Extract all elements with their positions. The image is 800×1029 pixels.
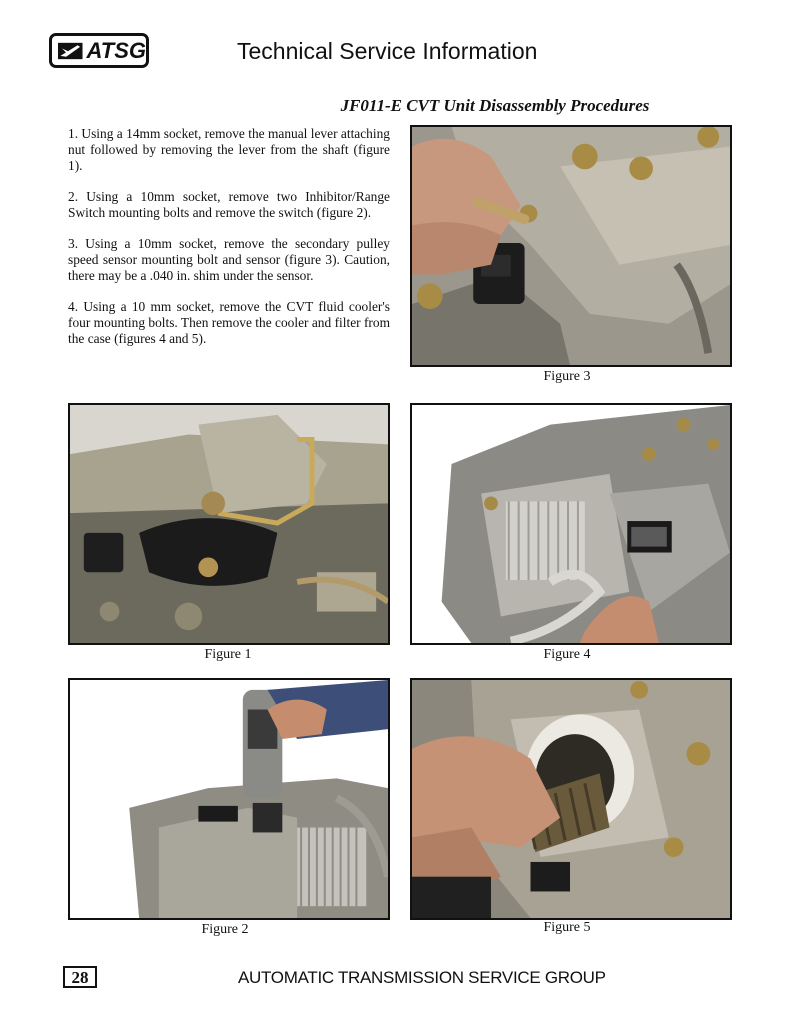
jet-icon [58,40,83,62]
figure-2-photo [68,678,390,920]
figure-5-photo [410,678,732,920]
figure-1-caption: Figure 1 [204,647,252,662]
figure-2-caption: Figure 2 [201,922,249,937]
page-number: 28 [63,966,97,988]
figure-4-photo [410,403,732,645]
figure-3-caption: Figure 3 [543,369,591,384]
step-4: 4. Using a 10 mm socket, remove the CVT fluid cooler's four mounting bolts. Then remove the cooler and filter from the case (figures 4 and 5). [68,299,390,346]
procedure-steps [68,126,390,362]
page-title: Technical Service Information [237,38,538,64]
figure-5-caption: Figure 5 [543,920,591,935]
figure-1-photo [68,403,390,645]
footer-organization: AUTOMATIC TRANSMISSION SERVICE GROUP [238,968,606,987]
logo-text: ATSG [86,37,146,63]
atsg-logo [49,33,149,68]
procedure-subtitle: JF011-E CVT Unit Disassembly Procedures [340,96,650,115]
figure-3-photo [410,125,732,367]
figure-4-caption: Figure 4 [543,647,591,662]
step-3: 3. Using a 10mm socket, remove the secondary pulley speed sensor mounting bolt and sensor (figure 3). Caution, there may be a .040 in. shim under the sensor. [68,236,390,283]
step-2: 2. Using a 10mm socket, remove two Inhibitor/Range Switch mounting bolts and remove the switch (figure 2). [68,189,390,220]
step-1: 1. Using a 14mm socket, remove the manual lever attaching nut followed by removing the lever from the shaft (figure 1). [68,126,390,173]
